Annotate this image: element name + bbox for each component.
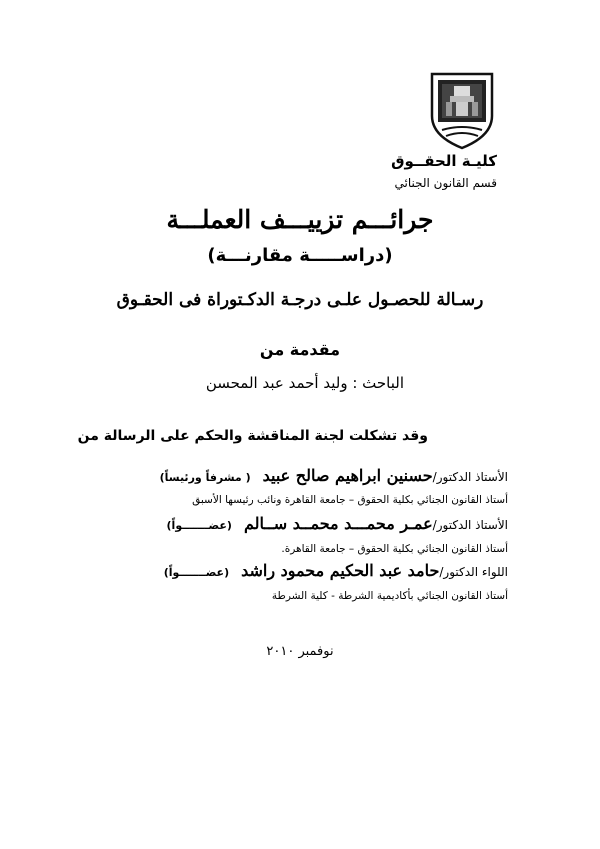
researcher-name: الباحث : وليد أحمد عبد المحسن	[205, 374, 404, 392]
member-affiliation: أستاذ القانون الجنائي بكلية الحقوق – جامعة القاهرة ونائب رئيسها الأسبق	[192, 494, 508, 506]
member-name: حسنين ابراهيم صالح عبيد	[262, 466, 433, 485]
member-name: حامد عبد الحكيم محمود راشد	[241, 561, 440, 580]
faculty-name: كليـة الحقــوق	[391, 152, 497, 170]
degree-line: رسـالة للحصـول علـى درجـة الدكـتوراة فى الحقـوق	[116, 290, 484, 310]
committee-heading: وقد تشكلت لجنة المناقشة والحكم على الرسالة من	[77, 428, 428, 444]
member-role: ( مشرفاً ورئيساً)	[159, 471, 251, 484]
member-affiliation: أستاذ القانون الجنائي بكلية الحقوق – جامعة القاهرة.	[281, 543, 508, 555]
member-title: الأستاذ الدكتور/	[432, 470, 508, 484]
member-name: عمـر محمـــد محمــد ســالم	[243, 514, 433, 533]
committee-member-3	[164, 561, 508, 580]
member-affiliation: أستاذ القانون الجنائي بأكاديمية الشرطة - كلية الشرطة	[271, 590, 508, 602]
member-role: (عضـــــــواً)	[163, 566, 230, 579]
committee-member-2	[167, 514, 508, 533]
thesis-title: جرائـــم تزييـــف العملـــة	[166, 205, 434, 234]
date: نوفمبر ٢٠١٠	[266, 644, 334, 659]
university-logo	[428, 72, 496, 150]
thesis-subtitle: (دراســـــة مقارنـــة)	[207, 245, 393, 266]
member-title: الأستاذ الدكتور/	[432, 518, 508, 532]
department-name: قسم القانون الجنائي	[394, 176, 497, 190]
member-title: اللواء الدكتور/	[439, 565, 508, 579]
member-role: (عضـــــــواً)	[166, 519, 232, 532]
committee-member-1	[160, 466, 508, 485]
presented-by: مقدمة من	[259, 340, 341, 359]
